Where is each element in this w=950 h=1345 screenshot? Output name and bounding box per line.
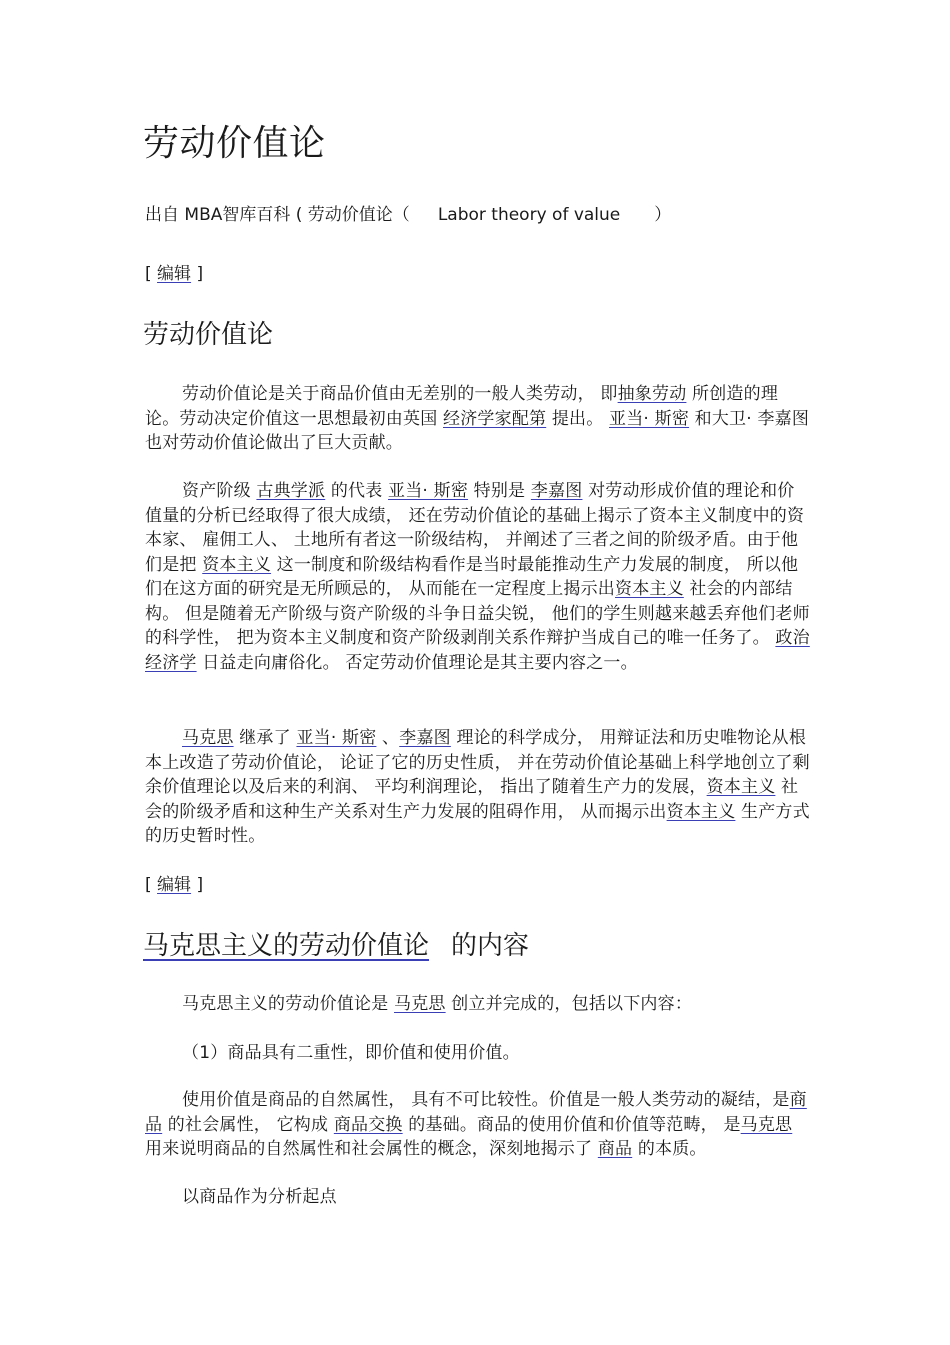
paragraph-text: 特别是 bbox=[468, 481, 531, 501]
wiki-link[interactable]: 政治经济学 bbox=[145, 628, 810, 673]
paragraph bbox=[145, 1088, 810, 1162]
paragraph-text: 的基础。商品的使用价值和价值等范畴， 是 bbox=[402, 1114, 741, 1135]
wiki-link[interactable]: 资本主义 bbox=[615, 579, 684, 599]
paragraph-text: 马克思主义的劳动价值论是 bbox=[182, 994, 395, 1014]
edit-link[interactable]: 编辑 bbox=[157, 264, 192, 284]
paragraph-text: 的代表 bbox=[325, 481, 389, 501]
wiki-link[interactable]: 资本主义 bbox=[202, 554, 272, 575]
paragraph bbox=[145, 992, 810, 1017]
paragraph-text: 社会的内部结构。 但是随着无产阶级与资产阶级的斗争日益尖锐， 他们的学生则越来越丢弃他们老师的科学性， 把为资本主义制度和资产阶级剥削关系作辩护当成自己的唯一任务了。 bbox=[145, 579, 810, 648]
wiki-link[interactable]: 亚当· 斯密 bbox=[296, 728, 377, 748]
paragraph-text: 生产方式的历史暂时性。 bbox=[145, 801, 810, 846]
paragraph-text: 社会的阶级矛盾和这种生产关系对生产力发展的阻碍作用， 从而揭示出 bbox=[145, 777, 799, 822]
wiki-link[interactable]: 李嘉图 bbox=[399, 728, 451, 748]
section-heading-labor-theory: 劳动价值论 bbox=[143, 320, 274, 350]
paragraph-text: 资产阶级 bbox=[182, 481, 257, 501]
paragraph-text: 、 bbox=[376, 728, 400, 748]
section-heading-marxist-labor-theory bbox=[143, 928, 529, 964]
paragraph bbox=[145, 1185, 810, 1210]
source-english: Labor theory of value bbox=[437, 205, 621, 225]
source-suffix: ） bbox=[654, 205, 672, 225]
wiki-link[interactable]: 马克思 bbox=[394, 994, 446, 1014]
wiki-link[interactable]: 资本主义 bbox=[706, 777, 776, 797]
wiki-link[interactable]: 亚当· 斯密 bbox=[388, 481, 469, 501]
paragraph-text: 的社会属性， 它构成 bbox=[162, 1114, 334, 1135]
paragraph-text: 继承了 bbox=[233, 728, 297, 748]
paragraph-text: 对劳动形成价值的理论和价值量的分析已经取得了很大成绩， 还在劳动价值论的基础上揭示了资本主义制度中的资本家、 雇佣工人、 土地所有者这一阶级结构， 并阐述了三者之间的阶级矛盾。由于他们是把 bbox=[145, 481, 805, 575]
paragraph-text: 日益走向庸俗化。 否定劳动价值理论是其主要内容之一。 bbox=[196, 652, 638, 673]
paragraph-text: 使用价值是商品的自然属性， 具有不可比较性。价值是一般人类劳动的凝结，是 bbox=[182, 1090, 790, 1110]
wiki-link[interactable]: 商品 bbox=[597, 1139, 633, 1159]
wiki-link[interactable]: 商品 bbox=[145, 1090, 807, 1135]
paragraph-text: 以商品作为分析起点 bbox=[182, 1187, 337, 1207]
section-heading-link[interactable]: 马克思主义的劳动价值论 bbox=[143, 931, 430, 961]
wiki-link[interactable]: 亚当· 斯密 bbox=[609, 408, 690, 429]
wiki-link[interactable]: 马克思 bbox=[182, 728, 234, 748]
paragraph bbox=[145, 1041, 810, 1066]
wiki-link[interactable]: 资本主义 bbox=[666, 801, 736, 822]
paragraph bbox=[145, 726, 810, 849]
page-title: 劳动价值论 bbox=[143, 123, 326, 164]
wiki-link[interactable]: 商品交换 bbox=[333, 1114, 403, 1135]
paragraph-text: 提出。 bbox=[546, 408, 610, 429]
paragraph-text: 创立并完成的，包括以下内容： bbox=[445, 994, 693, 1014]
paragraph-text: 这一制度和阶级结构看作是当时最能推动生产力发展的制度， 所以他们在这方面的研究是无所顾忌的， 从而能在一定程度上揭示出 bbox=[145, 554, 799, 599]
wiki-link[interactable]: 李嘉图 bbox=[530, 481, 583, 501]
wiki-link[interactable]: 古典学派 bbox=[256, 481, 326, 501]
paragraph-text: 劳动价值论是关于商品价值由无差别的一般人类劳动， 即 bbox=[182, 384, 618, 404]
paragraph-text: 理论的科学成分， 用辩证法和历史唯物论从根本上改造了劳动价值论， 论证了它的历史性质， 并在劳动价值论基础上科学地创立了剩余价值理论以及后来的利润、 平均利润理论， 指出了随着生产力的发展， bbox=[145, 728, 810, 797]
section-heading-rest: 的内容 bbox=[451, 931, 530, 961]
wiki-link[interactable]: 马克思 bbox=[740, 1114, 793, 1135]
wiki-link[interactable]: 抽象劳动 bbox=[617, 384, 687, 404]
paragraph-text: 的本质。 bbox=[632, 1139, 707, 1159]
paragraph-text: 和大卫· 李嘉图也对劳动价值论做出了巨大贡献。 bbox=[145, 408, 810, 453]
wiki-link[interactable]: 经济学家配第 bbox=[443, 408, 547, 429]
edit-section-2: [ 编辑 ] bbox=[145, 875, 204, 895]
paragraph-text: （1）商品具有二重性，即价值和使用价值。 bbox=[182, 1043, 520, 1063]
paragraph bbox=[145, 479, 810, 675]
paragraph bbox=[145, 382, 810, 456]
source-line bbox=[145, 203, 671, 227]
paragraph-text: 用来说明商品的自然属性和社会属性的概念，深刻地揭示了 bbox=[145, 1139, 598, 1159]
edit-section-1: [ 编辑 ] bbox=[145, 264, 204, 284]
edit-link[interactable]: 编辑 bbox=[157, 875, 192, 895]
paragraph-text: 所创造的理论。劳动决定价值这一思想最初由英国 bbox=[145, 384, 779, 429]
source-prefix: 出自 MBA智库百科 ( 劳动价值论（ bbox=[145, 205, 410, 225]
